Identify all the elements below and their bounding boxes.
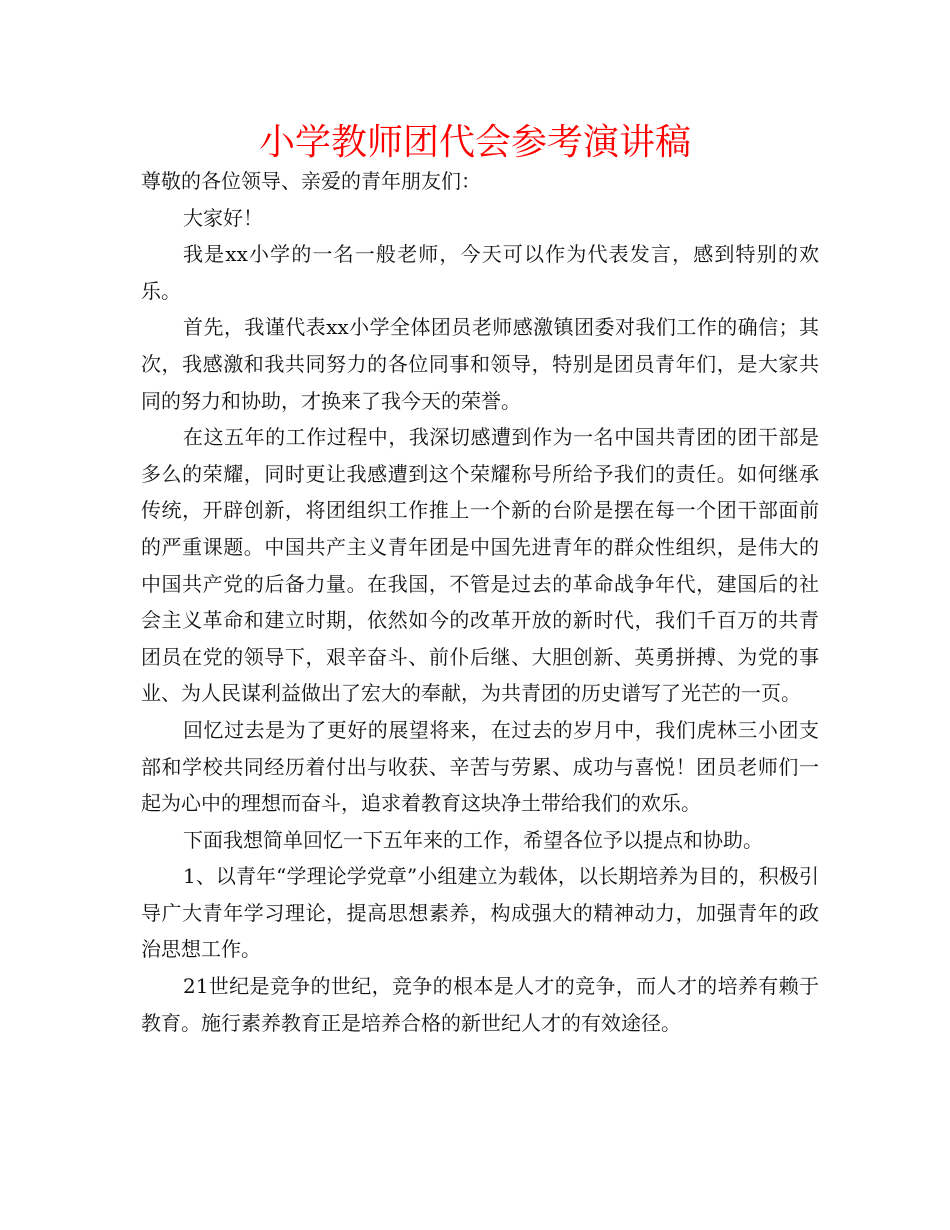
document-title: 小学教师团代会参考演讲稿 bbox=[258, 122, 691, 163]
document-body bbox=[141, 163, 819, 1041]
salutation: 尊敬的各位领导、亲爱的青年朋友们： bbox=[141, 169, 481, 193]
paragraph-reflection: 在这五年的工作过程中，我深切感遭到作为一名中国共青团的团干部是多么的荣耀，同时更让我感遭到这个荣耀称号所给予我们的责任。如何继承传统，开辟创新，将团组织工作推上一个新的台阶是摆在每一个团干部面前的严重课题。中国共产主义青年团是中国先进青年的群众性组织，是伟大的中国共产党的后备力量。在我国，不管是过去的革命战争年代，建国后的社会主义革命和建立时期，依然如今的改革开放的新时代，我们千百万的共青团员在党的领导下，艰辛奋斗、前仆后继、大胆创新、英勇拼搏、为党的事业、为人民谋利益做出了宏大的奉献，为共青团的历史谱写了光芒的一页。 bbox=[141, 425, 819, 706]
paragraph-intro: 我是xx小学的一名一般老师，今天可以作为代表发言，感到特别的欢乐。 bbox=[141, 242, 819, 303]
paragraph-greeting: 大家好！ bbox=[183, 205, 263, 230]
paragraph-century: 21世纪是竞争的世纪，竞争的根本是人才的竞争，而人才的培养有赖于教育。施行素养教育正是培养合格的新世纪人才的有效途径。 bbox=[141, 974, 819, 1035]
paragraph-item-1: 1、以青年“学理论学党章”小组建立为载体，以长期培养为目的，积极引导广大青年学习理论，提高思想素养，构成强大的精神动力，加强青年的政治思想工作。 bbox=[141, 864, 819, 962]
paragraph-review: 回忆过去是为了更好的展望将来，在过去的岁月中，我们虎林三小团支部和学校共同经历着付出与收获、辛苦与劳累、成功与喜悦！团员老师们一起为心中的理想而奋斗，追求着教育这块净土带给我们的欢乐。 bbox=[141, 717, 819, 816]
paragraph-thanks: 首先，我谨代表xx小学全体团员老师感激镇团委对我们工作的确信；其次，我感激和我共同努力的各位同事和领导，特别是团员青年们，是大家共同的努力和协助，才换来了我今天的荣誉。 bbox=[141, 315, 819, 413]
paragraph-transition: 下面我想简单回忆一下五年来的工作，希望各位予以提点和协助。 bbox=[183, 827, 763, 852]
